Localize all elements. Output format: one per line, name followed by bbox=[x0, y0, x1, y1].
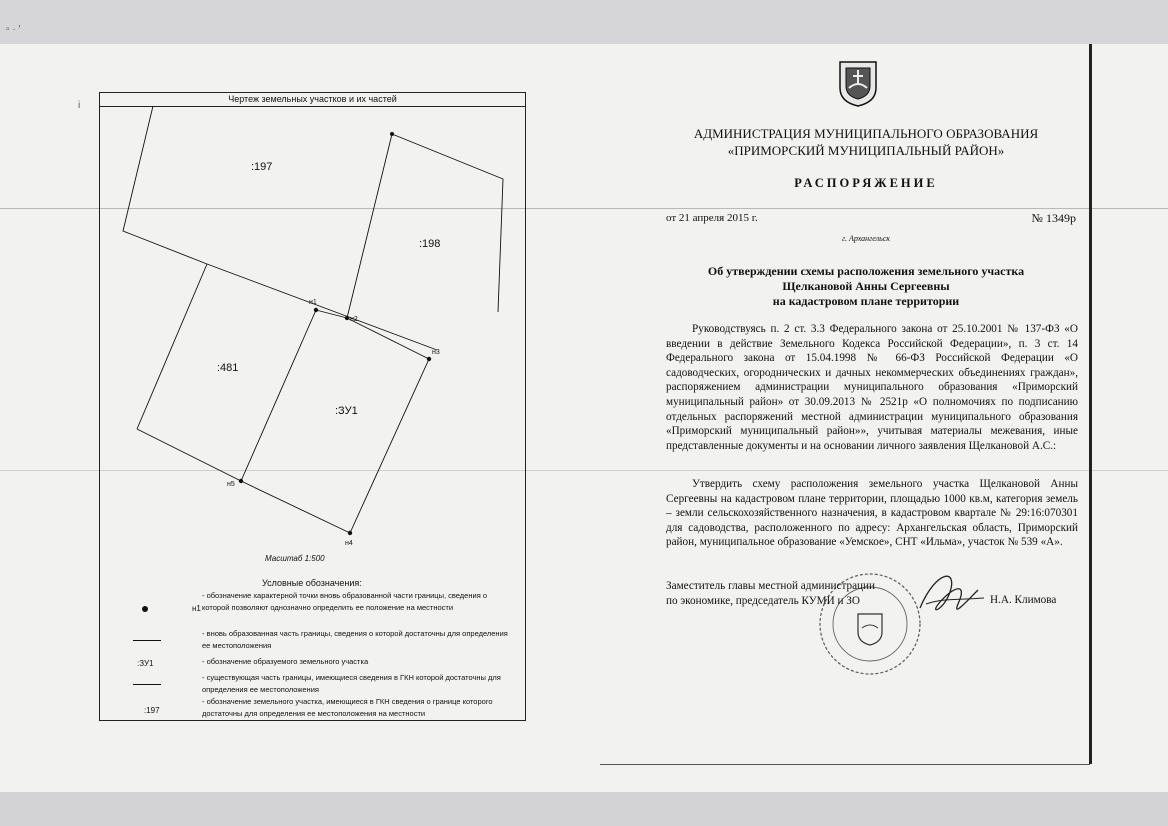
legend-existing-parcel-text: - обозначение земельного участка, имеющиеся в ГКН сведения о границе которого достаточны для определения ее местоположения на местности bbox=[202, 697, 493, 718]
legend-point-text: - обозначение характерной точки вновь образованной части границы, сведения о которой позволяют однозначно определить ее положение на местности bbox=[202, 591, 488, 612]
legend-existing-line-symbol bbox=[133, 684, 161, 685]
point-n4 bbox=[348, 531, 352, 535]
page-edge-line bbox=[600, 764, 1090, 765]
scan-bottom-margin bbox=[0, 792, 1168, 826]
point-label-n5: н5 bbox=[227, 481, 235, 488]
coat-of-arms-emblem bbox=[836, 58, 880, 108]
point-n1 bbox=[314, 308, 318, 312]
parcel-label-198: :198 bbox=[419, 238, 441, 250]
parcel-plan bbox=[99, 92, 526, 721]
official-seal-and-signature bbox=[808, 560, 1008, 680]
point-label-n2: н2 bbox=[350, 316, 358, 323]
boundary-197 bbox=[123, 106, 207, 264]
boundary-middle bbox=[207, 264, 437, 350]
scan-top-margin bbox=[0, 0, 1168, 44]
boundary-bottom bbox=[137, 429, 350, 533]
boundary-481-left bbox=[137, 264, 207, 429]
boundary-n1-n2 bbox=[316, 310, 347, 318]
basis-paragraph: Руководствуясь п. 2 ст. 3.3 Федерального закона от 25.10.2001 № 137-ФЗ «О введении в действие Земельного Кодекса Российской Федерации», п. 3 ст. 14 Федерального закона от 15.04.1998 № 66-ФЗ Российской Федерации «О садоводческих, огороднических и дачных некоммерческих объединениях граждан», распоряжением администрации муниципального образования «Приморский муниципальный район» от 30.09.2013 № 2521р «О полномочиях по подписанию отдельных распоряжений местной администрации муниципального образования «Приморский муниципальный район»», учитывая материалы межевания, иные представленные документы и на основании личного заявления Щелкановой А.С.: bbox=[666, 323, 1078, 452]
org-name-line2: «ПРИМОРСКИЙ МУНИЦИПАЛЬНЫЙ РАЙОН» bbox=[727, 143, 1005, 158]
legend-point-symbol bbox=[142, 606, 148, 612]
decision-paragraph: Утвердить схему расположения земельного участка Щелкановой Анны Сергеевны на кадастровом плане территории, площадью 1000 кв.м, категория земель – земли сельскохозяйственного назначения, в кадастровом квартале № 29:16:070301 для садоводства, расположенного по адресу: Архангельская область, Приморский район, муниципальное образование «Уемское», СНТ «Ильма», участок № 539 «А». bbox=[666, 478, 1078, 549]
point-n2 bbox=[345, 316, 349, 320]
document-type: РАСПОРЯЖЕНИЕ bbox=[794, 176, 938, 190]
signer-position-line2: по экономике, председатель КУМИ и ЗО bbox=[666, 595, 860, 607]
boundary-zu1-right bbox=[350, 359, 429, 533]
point-label-n4: н4 bbox=[345, 540, 353, 547]
signer-name: Н.А. Климова bbox=[990, 594, 1057, 606]
point-label-n3: н3 bbox=[432, 349, 440, 356]
scan-speck: i bbox=[78, 100, 81, 111]
parcel-label-197: :197 bbox=[251, 161, 273, 173]
page-edge-line bbox=[1089, 44, 1092, 764]
legend-new-line-symbol bbox=[133, 640, 161, 641]
org-name-line1: АДМИНИСТРАЦИЯ МУНИЦИПАЛЬНОГО ОБРАЗОВАНИЯ bbox=[693, 126, 1039, 141]
parcel-label-zu1: :ЗУ1 bbox=[335, 405, 358, 417]
legend-title: Условные обозначения: bbox=[262, 578, 362, 588]
subject-line1: Об утверждении схемы расположения земельного участка bbox=[707, 264, 1025, 278]
document-number: № 1349р bbox=[1031, 211, 1076, 225]
boundary-481-zu1 bbox=[241, 310, 316, 481]
subject-line2: Щелкановой Анны Сергеевны bbox=[782, 279, 950, 293]
boundary-198 bbox=[392, 134, 503, 312]
legend-point-label: н1 bbox=[192, 604, 201, 613]
signer-position-line1: Заместитель главы местной администрации bbox=[666, 580, 875, 592]
drawing-scale: Масштаб 1:500 bbox=[265, 554, 325, 563]
legend-new-parcel-text: - обозначение образуемого земельного участка bbox=[202, 657, 369, 666]
document-date: от 21 апреля 2015 г. bbox=[666, 212, 758, 224]
point-n3 bbox=[427, 357, 431, 361]
document-city: г. Архангельск bbox=[841, 234, 891, 243]
parcel-label-481: :481 bbox=[217, 362, 239, 374]
legend-new-line-text: - вновь образованная часть границы, сведения о которой достаточны для определения ее местоположения bbox=[202, 629, 508, 650]
point-corner bbox=[390, 132, 394, 136]
boundary-197-198 bbox=[347, 134, 392, 318]
boundary-n2-n3 bbox=[347, 318, 429, 359]
point-label-n1: н1 bbox=[309, 299, 317, 306]
legend-existing-line-text: - существующая часть границы, имеющиеся сведения в ГКН которой достаточны для определения ее местоположения bbox=[202, 673, 501, 694]
drawing-title: Чертеж земельных участков и их частей bbox=[100, 93, 525, 107]
subject-line3: на кадастровом плане территории bbox=[772, 294, 960, 308]
legend-new-parcel-symbol: :ЗУ1 bbox=[137, 659, 154, 668]
legend-existing-parcel-symbol: :197 bbox=[144, 706, 160, 715]
scan-speck: ▫ · ′ bbox=[6, 24, 21, 35]
point-n5 bbox=[239, 479, 243, 483]
